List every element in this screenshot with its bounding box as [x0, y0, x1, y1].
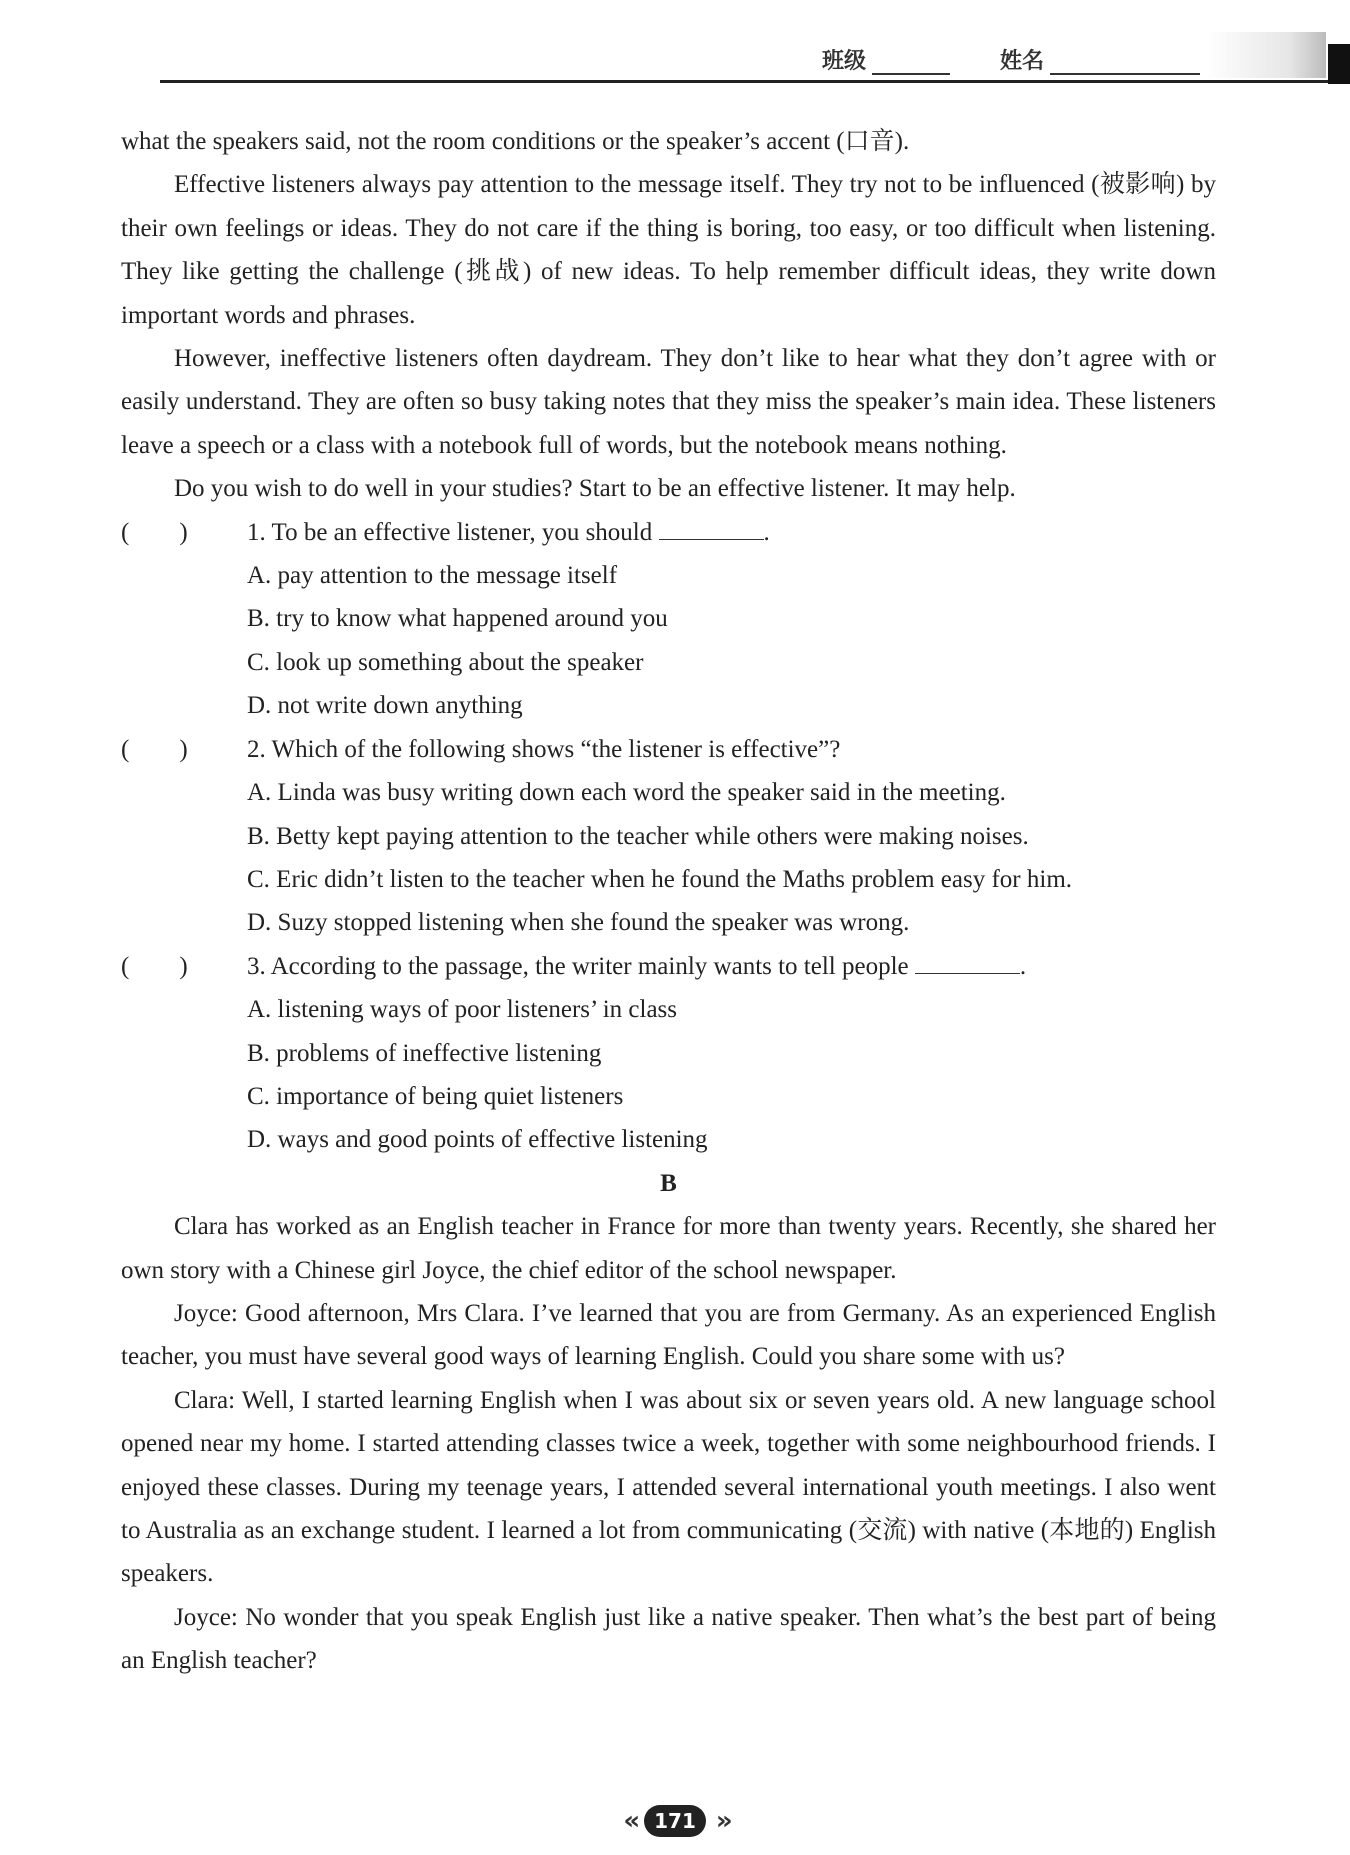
class-label: 班级 — [821, 49, 866, 74]
option: D. ways and good points of effective listening — [247, 1126, 708, 1154]
option: C. look up something about the speaker — [247, 648, 644, 676]
page-number: 171 — [644, 1805, 706, 1837]
option: D. Suzy stopped listening when she found the speaker was wrong. — [247, 909, 910, 937]
paragraph: However, ineffective listeners often daydream. They don’t like to hear what they don’t agree with or easily understand. They are often so busy taking notes that they miss the speaker’s main idea. These listeners leave a speech or a class with a notebook full of words, but the notebook means nothing. — [121, 345, 1216, 459]
option: A. Linda was busy writing down each word the speaker said in the meeting. — [247, 779, 1006, 807]
option: C. Eric didn’t listen to the teacher when he found the Maths problem easy for him. — [247, 865, 1073, 893]
paragraph: Joyce: Good afternoon, Mrs Clara. I’ve learned that you are from Germany. As an experienced English teacher, you must have several good ways of learning English. Could you share some with us? — [121, 1299, 1216, 1371]
option: B. problems of ineffective listening — [247, 1039, 602, 1067]
question-text: 3. According to the passage, the writer mainly wants to tell people — [247, 952, 909, 980]
paragraph: Do you wish to do well in your studies? Start to be an effective listener. It may help. — [174, 475, 1016, 503]
fill-blank[interactable] — [659, 517, 764, 540]
answer-bracket[interactable]: ( ) — [121, 518, 188, 546]
student-info-fields — [822, 44, 1200, 75]
question-text: 1. To be an effective listener, you should — [247, 518, 653, 546]
header-rule — [160, 80, 1330, 83]
question-3 — [121, 945, 1216, 1162]
page-footer — [0, 1805, 1350, 1837]
paragraph: Joyce: No wonder that you speak English just like a native speaker. Then what’s the best part of being an English teacher? — [121, 1603, 1216, 1675]
section-title: B — [660, 1169, 677, 1197]
question-stem — [121, 945, 1216, 988]
page-number-badge — [623, 1805, 726, 1837]
corner-tab — [1328, 44, 1350, 84]
option: A. listening ways of poor listeners’ in class — [247, 996, 678, 1024]
fill-blank[interactable] — [915, 951, 1020, 974]
name-blank[interactable] — [1050, 53, 1200, 75]
name-label: 姓名 — [999, 49, 1044, 74]
class-blank[interactable] — [872, 53, 950, 75]
class-field — [822, 44, 950, 75]
question-1 — [121, 511, 1216, 728]
name-field — [1000, 44, 1200, 75]
answer-bracket[interactable]: ( ) — [121, 735, 188, 763]
paragraph: Clara: Well, I started learning English when I was about six or seven years old. A new language school opened near my home. I started attending classes twice a week, together with some neighbourhood friends. I enjoyed these classes. During my teenage years, I attended several international youth meetings. I also went to Australia as an exchange student. I learned a lot from communicating (交流) with native (本地的) English speakers. — [121, 1386, 1216, 1588]
question-text: 2. Which of the following shows “the listener is effective”? — [247, 735, 841, 763]
option: C. importance of being quiet listeners — [247, 1082, 624, 1110]
question-end: . — [763, 518, 770, 546]
double-chevron-left-icon: « — [623, 1806, 635, 1836]
option: D. not write down anything — [247, 692, 523, 720]
option: B. try to know what happened around you — [247, 605, 668, 633]
answer-bracket[interactable]: ( ) — [121, 952, 188, 980]
option: A. pay attention to the message itself — [247, 562, 618, 590]
question-stem — [121, 511, 1216, 554]
paragraph: what the speakers said, not the room conditions or the speaker’s accent (口音). — [121, 128, 910, 155]
double-chevron-right-icon: » — [715, 1806, 727, 1836]
option: B. Betty kept paying attention to the teacher while others were making noises. — [247, 822, 1029, 850]
header-decoration — [1206, 32, 1326, 78]
page-header — [0, 0, 1350, 90]
question-2 — [121, 728, 1216, 945]
question-stem — [121, 728, 1216, 771]
paragraph: Effective listeners always pay attention to the message itself. They try not to be influenced (被影响) by their own feelings or ideas. They do not care if the thing is boring, too easy, or too difficult when listening. They like getting the challenge (挑战) of new ideas. To help remember difficult ideas, they write down important words and phrases. — [121, 171, 1216, 329]
paragraph: Clara has worked as an English teacher in France for more than twenty years. Recently, she shared her own story with a Chinese girl Joyce, the chief editor of the school newspaper. — [121, 1213, 1216, 1284]
page-content — [121, 120, 1216, 1683]
question-end: . — [1019, 952, 1027, 980]
